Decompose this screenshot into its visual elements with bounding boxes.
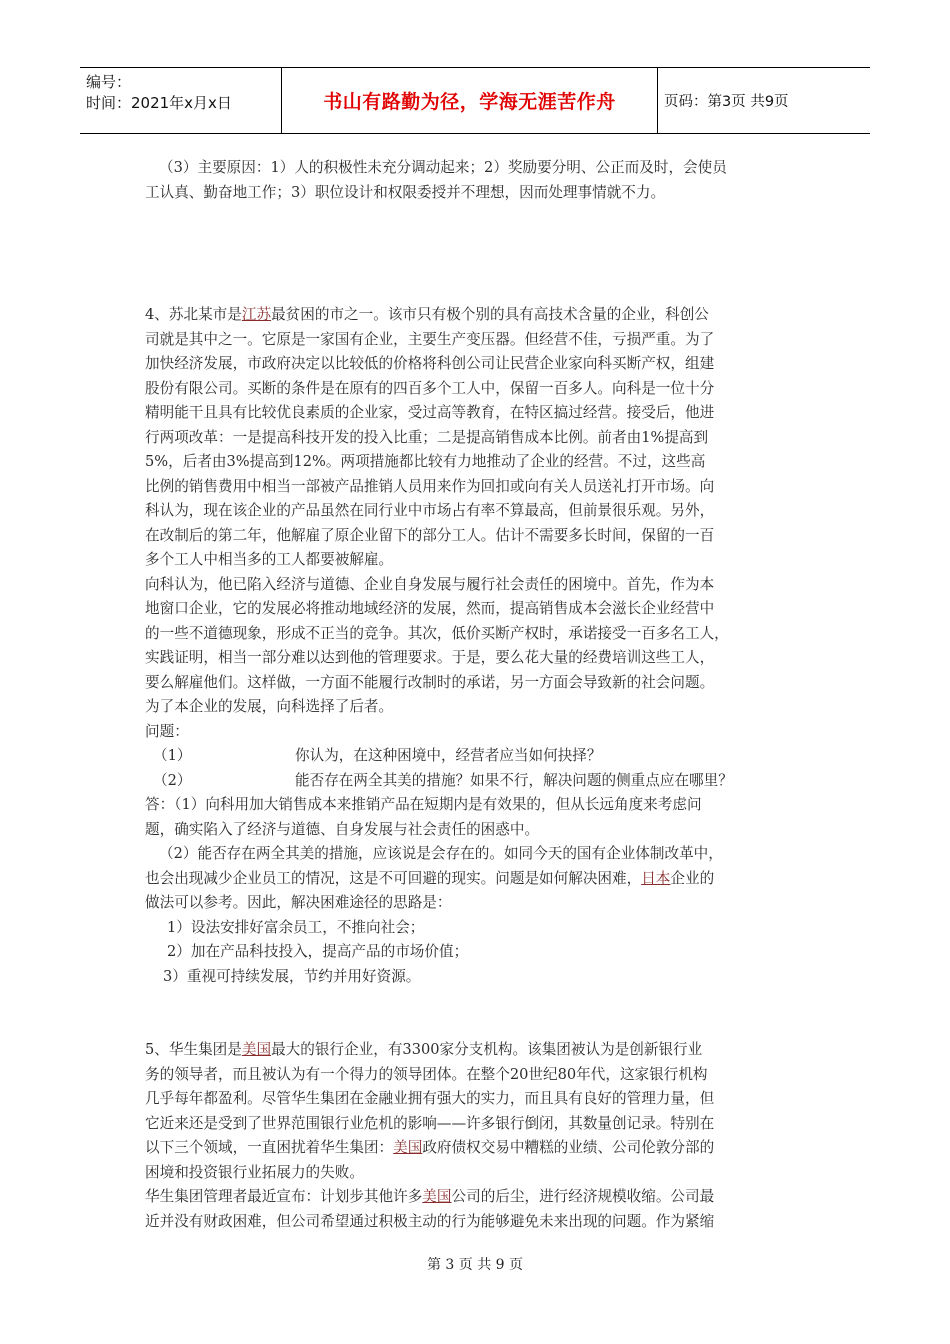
header-number-label: 编号：: [86, 73, 132, 91]
text-span: 公司的后尘，进行经济规模收缩。公司最: [451, 1188, 715, 1205]
text-span: 最大的银行企业，有3300家分支机构。该集团被认为是创新银行业: [271, 1041, 703, 1058]
answer-item: 1）设法安排好富余员工，不推向社会；: [167, 918, 425, 936]
case-4-line: 的一些不道德现象，形成不正当的竞争。其次，低价买断产权时，承诺接受一百多名工人，: [145, 624, 729, 642]
question-2: [145, 769, 805, 794]
answer-3-line-2: 工认真、勤奋地工作；3）职位设计和权限委授并不理想，因而处理事情就不力。: [145, 183, 666, 201]
link-usa[interactable]: 美国: [241, 1041, 272, 1058]
case-4-line: 行两项改革：一是提高科技开发的投入比重；二是提高销售成本比例。前者由1%提高到: [145, 428, 709, 446]
case-5-line: [145, 1136, 805, 1161]
case-4-line: 科认为，现在该企业的产品虽然在同行业中市场占有率不算最高，但前景很乐观。另外，: [145, 502, 715, 519]
case-4-line: 地窗口企业，它的发展必将推动地域经济的发展，然而，提高销售成本会滋长企业经营中: [145, 600, 715, 617]
case-5-line: [145, 1185, 805, 1210]
case-4-line: 要么解雇他们。这样做，一方面不能履行改制时的承诺，另一方面会导致新的社会问题。: [145, 673, 715, 691]
case-4-line: 加快经济发展，市政府决定以比较低的价格将科创公司让民营企业家向科买断产权，组建: [145, 355, 715, 372]
header-info-cell: [80, 68, 282, 133]
case-5-line: 务的领导者，而且被认为有一个得力的领导团体。在整个20世纪80年代，这家银行机构: [145, 1065, 708, 1083]
answer-line: 题，确实陷入了经济与道德、自身发展与社会责任的困惑中。: [145, 820, 540, 838]
question-number: （2）: [153, 771, 192, 789]
case-4-line: 多个工人中相当多的工人都要被解雇。: [145, 551, 394, 568]
case-4-line: 实践证明，相当一部分难以达到他的管理要求。于是，要么花大量的经费培训这些工人，: [145, 649, 715, 666]
answer-item: 2）加在产品科技投入，提高产品的市场价值；: [167, 943, 469, 960]
text-span: 华生集团管理者最近宣布：计划步其他许多: [145, 1188, 423, 1205]
header-motto: 书山有路勤为径，学海无涯苦作舟: [282, 68, 658, 133]
text-span: 5、华生集团是: [145, 1041, 242, 1058]
answer-line: 做法可以参考。因此，解决困难途径的思路是：: [145, 894, 452, 911]
text-span: 企业的: [670, 869, 715, 887]
header-page-label: 页码：第3页 共9页: [664, 94, 789, 110]
page-footer: 第 3 页 共 9 页: [426, 1257, 524, 1273]
answer-line: （2）能否存在两全其美的措施，应该说是会存在的。如同今天的国有企业体制改革中，: [159, 845, 723, 862]
text-span: 4、苏北某市是: [145, 306, 242, 323]
case-4-line: 股份有限公司。买断的条件是在原有的四百多个工人中，保留一百多人。向科是一位十分: [145, 379, 715, 397]
document-body: [145, 156, 805, 1234]
case-4-line: 5%，后者由3%提高到12%。两项措施都比较有力地推动了企业的经营。不过，这些高: [145, 453, 706, 470]
case-4-line: 比例的销售费用中相当一部被产品推销人员用来作为回扣或向有关人员送礼打开市场。向: [145, 477, 715, 495]
link-usa[interactable]: 美国: [393, 1139, 423, 1156]
header-time-label: 时间：2021年x月x日: [86, 94, 232, 112]
question-1: [145, 744, 805, 769]
question-label: 问题：: [145, 722, 189, 740]
link-usa[interactable]: 美国: [422, 1188, 452, 1205]
question-text: 你认为，在这种困境中，经营者应当如何抉择？: [295, 747, 602, 764]
page-header: [80, 67, 870, 134]
case-5-line: 它近来还是受到了世界范围银行业危机的影响——许多银行倒闭，其数量创记录。特别在: [145, 1114, 715, 1132]
link-japan[interactable]: 日本: [641, 869, 671, 887]
question-text: 能否存在两全其美的措施？如果不行，解决问题的侧重点应在哪里？: [295, 771, 733, 789]
text-span: 也会出现减少企业员工的情况，这是不可回避的现实。问题是如何解决困难，: [145, 869, 642, 887]
case-4-line: 司就是其中之一。它原是一家国有企业，主要生产变压器。但经营不佳，亏损严重。为了: [145, 330, 715, 348]
case-4-line: 向科认为，他已陷入经济与道德、企业自身发展与履行社会责任的困境中。首先，作为本: [145, 575, 715, 593]
answer-line: [145, 867, 805, 892]
case-4-line-1: [145, 303, 805, 328]
answer-line: 答：（1）向科用加大销售成本来推销产品在短期内是有效果的，但从长远角度来考虑问: [145, 796, 702, 813]
answer-item: 3）重视可持续发展，节约并用好资源。: [163, 967, 421, 985]
case-4-line: 在改制后的第二年，他解雇了原企业留下的部分工人。估计不需要多长时间，保留的一百: [145, 526, 715, 544]
text-span: 以下三个领域，一直困扰着华生集团：: [145, 1139, 394, 1156]
case-5-line: 几乎每年都盈利。尽管华生集团在金融业拥有强大的实力，而且具有良好的管理力量，但: [145, 1090, 715, 1107]
text-span: 最贫困的市之一。该市只有极个别的具有高技术含量的企业，科创公: [271, 306, 709, 323]
case-5-line-1: [145, 1038, 805, 1063]
answer-3-line-1: （3）主要原因：1）人的积极性未充分调动起来；2）奖励要分明、公正而及时，会使员: [159, 159, 727, 176]
text-span: 政府债权交易中糟糕的业绩、公司伦敦分部的: [422, 1139, 715, 1156]
case-4-line: 为了本企业的发展，向科选择了后者。: [145, 698, 394, 715]
link-jiangsu[interactable]: 江苏: [241, 306, 272, 323]
case-5-line: 近并没有财政困难，但公司希望通过积极主动的行为能够避免未来出现的问题。作为紧缩: [145, 1212, 715, 1230]
case-5-line: 困境和投资银行业拓展力的失败。: [145, 1163, 364, 1181]
case-4-line: 精明能干且具有比较优良素质的企业家，受过高等教育，在特区搞过经营。接受后，他进: [145, 404, 715, 421]
question-number: （1）: [153, 747, 192, 764]
